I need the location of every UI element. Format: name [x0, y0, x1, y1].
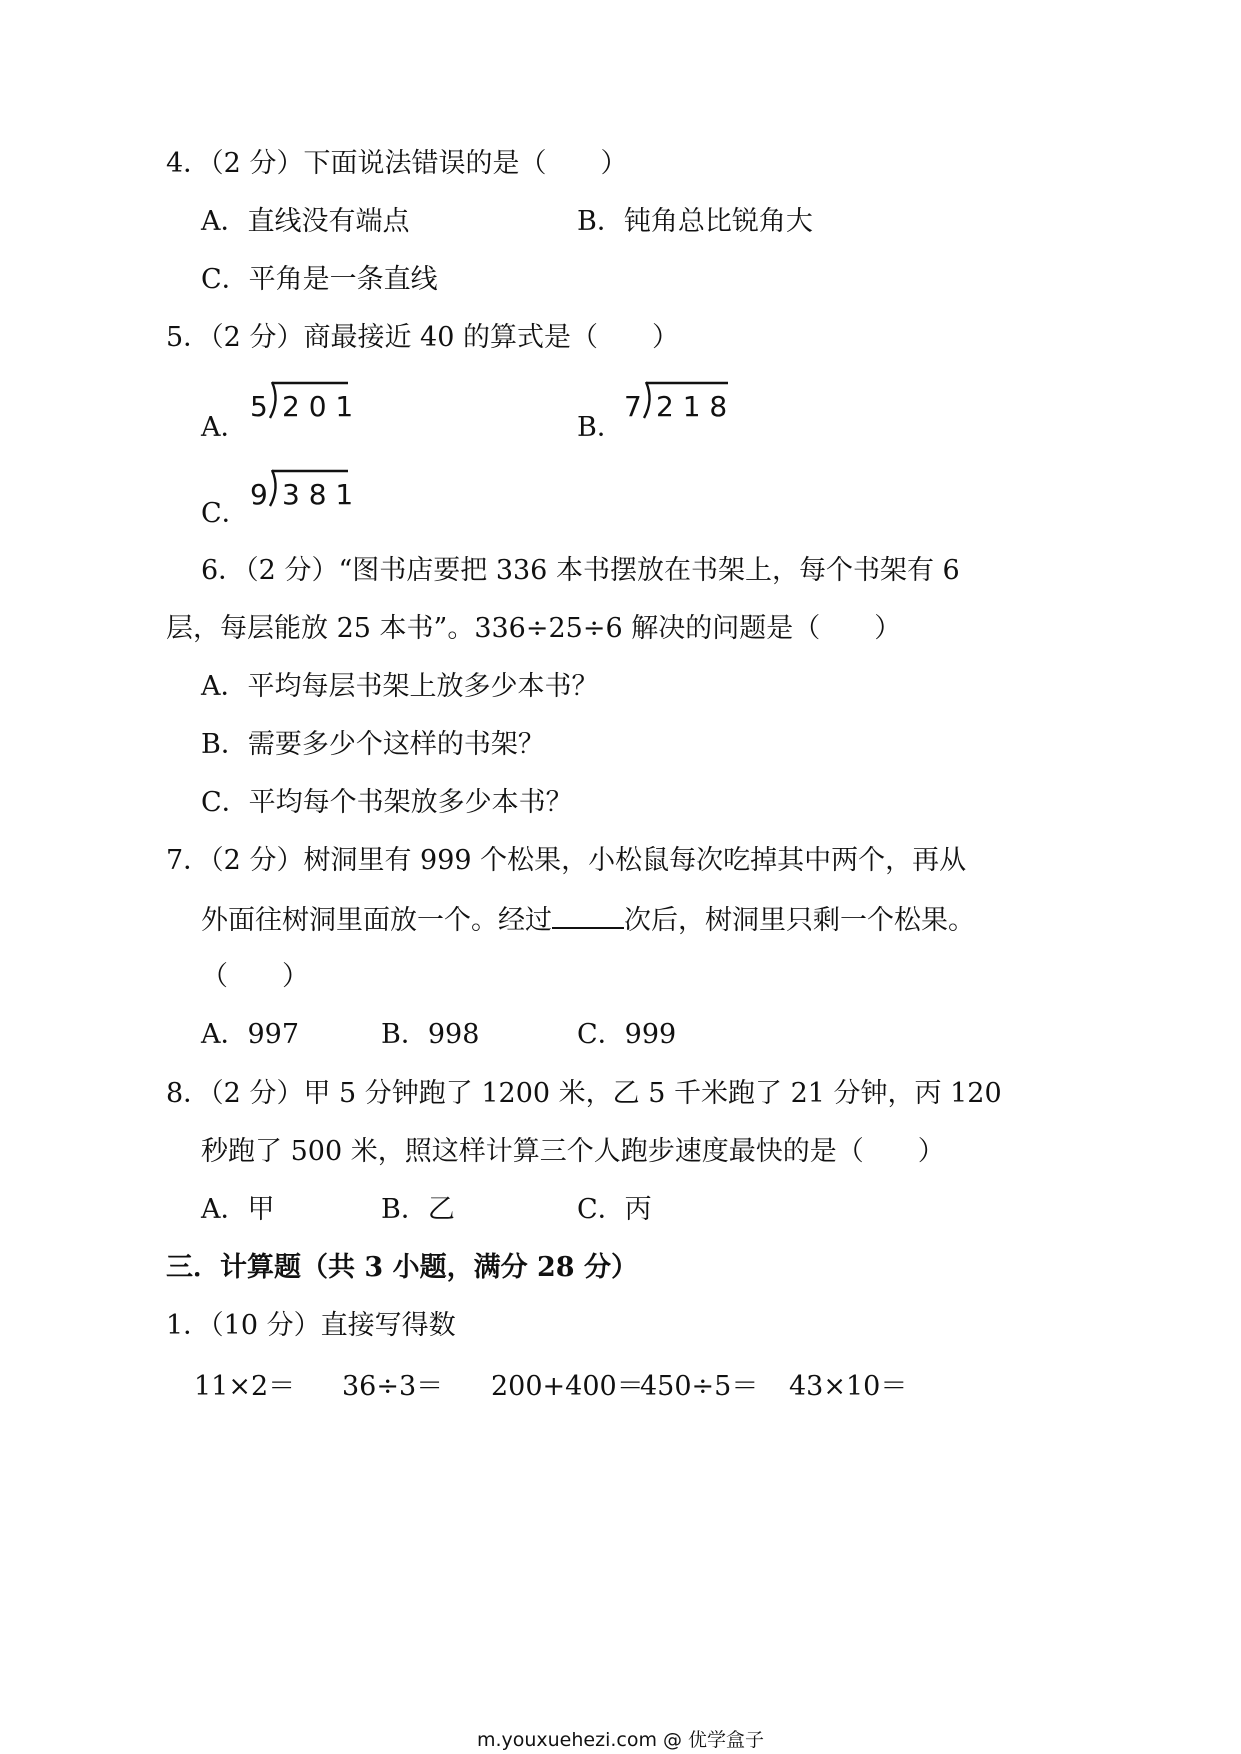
q4-option-a: A．直线没有端点 — [201, 206, 410, 237]
section3-q1-stem: 1．（10 分）直接写得数 — [166, 1310, 456, 1341]
calc-expr: 200+400＝ — [491, 1371, 644, 1402]
q5-c-divisor: 9 — [250, 478, 268, 511]
q6-stem-line1: 6．（2 分）“图书店要把 336 本书摆放在书架上，每个书架有 6 — [201, 555, 960, 586]
q5-stem: 5．（2 分）商最接近 40 的算式是（ ） — [166, 322, 679, 353]
calc-expr: 36÷3＝ — [342, 1371, 444, 1402]
q6-option-c: C．平均每个书架放多少本书？ — [201, 787, 573, 818]
q7-option-a: A．997 — [201, 1019, 300, 1050]
q5-option-b-label: B． — [577, 412, 624, 443]
q7-line2-pre: 外面往树洞里面放一个。经过 — [201, 905, 552, 936]
q5-b-dividend: 2 1 8 — [656, 390, 728, 423]
section3-heading: 三．计算题（共 3 小题，满分 28 分） — [166, 1252, 638, 1283]
q7-answer-parens: （ ） — [201, 961, 309, 992]
q4-stem: 4．（2 分）下面说法错误的是（ ） — [166, 148, 628, 179]
footer-watermark: m.youxuehezi.com @ 优学盒子 — [476, 1729, 765, 1751]
calc-expr: 43×10＝ — [789, 1371, 908, 1402]
q7-option-c: C．999 — [577, 1019, 677, 1050]
q6-option-b: B．需要多少个这样的书架？ — [201, 729, 545, 760]
q5-long-division-c — [248, 466, 358, 514]
calc-expr: 450÷5＝ — [640, 1371, 759, 1402]
q7-option-b: B．998 — [381, 1019, 480, 1050]
q5-c-dividend: 3 8 1 — [282, 478, 354, 511]
q5-a-dividend: 2 0 1 — [282, 390, 354, 423]
q6-option-a: A．平均每层书架上放多少本书？ — [201, 671, 599, 702]
q8-stem-line2: 秒跑了 500 米，照这样计算三个人跑步速度最快的是（ ） — [201, 1136, 945, 1167]
q5-long-division-b — [622, 378, 738, 426]
q5-a-divisor: 5 — [250, 390, 268, 423]
q5-option-c-label: C． — [201, 498, 249, 529]
q8-stem-line1: 8．（2 分）甲 5 分钟跑了 1200 米，乙 5 千米跑了 21 分钟，丙 120 — [166, 1078, 1002, 1109]
q4-option-c: C．平角是一条直线 — [201, 264, 438, 295]
calc-expr: 11×2＝ — [194, 1371, 296, 1402]
q7-stem-line2 — [201, 901, 975, 939]
q5-b-divisor: 7 — [624, 390, 642, 423]
q4-option-b: B．钝角总比锐角大 — [577, 206, 813, 237]
q7-stem-line1: 7．（2 分）树洞里有 999 个松果，小松鼠每次吃掉其中两个，再从 — [166, 845, 967, 876]
q8-option-a: A．甲 — [201, 1194, 275, 1225]
q7-line2-post: 次后，树洞里只剩一个松果。 — [624, 905, 975, 936]
q5-long-division-a — [248, 378, 358, 426]
q5-option-a-label: A． — [201, 412, 248, 443]
q8-option-b: B．乙 — [381, 1194, 455, 1225]
q6-stem-line2: 层，每层能放 25 本书”。336÷25÷6 解决的问题是（ ） — [166, 613, 902, 644]
q7-fill-blank — [552, 901, 624, 929]
q8-option-c: C．丙 — [577, 1194, 652, 1225]
